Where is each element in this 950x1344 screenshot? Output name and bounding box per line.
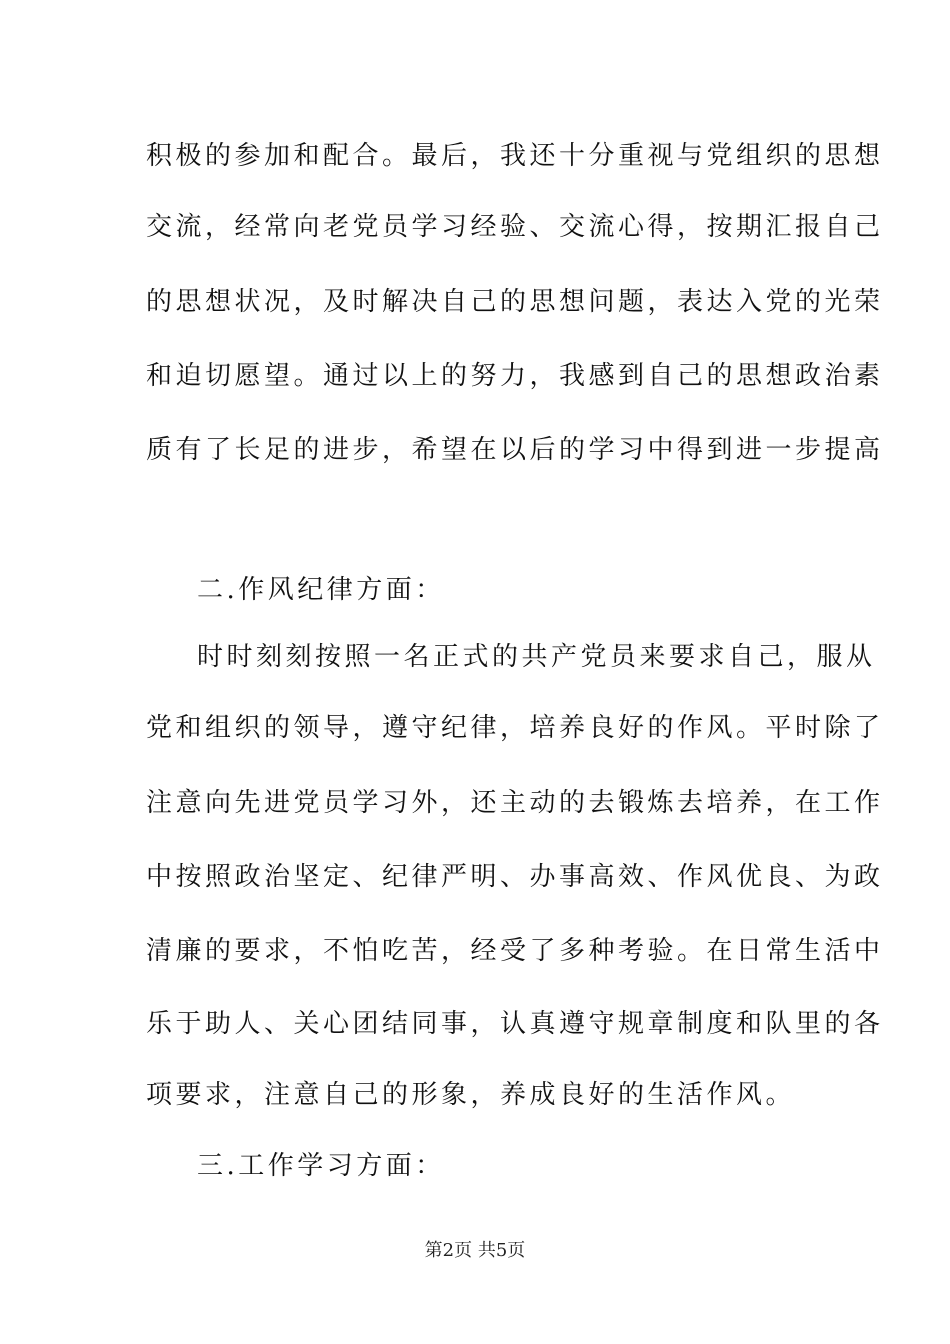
section-heading: 二.作风纪律方面： — [197, 575, 445, 605]
paragraph-line: 清廉的要求，不怕吃苦，经受了多种考验。在日常生活中 — [146, 936, 884, 966]
page-number: 第2页 共5页 — [424, 1240, 526, 1261]
paragraph-line: 和迫切愿望。通过以上的努力，我感到自己的思想政治素 — [146, 361, 884, 391]
paragraph-line: 注意向先进党员学习外，还主动的去锻炼去培养，在工作 — [146, 788, 884, 818]
paragraph-line: 积极的参加和配合。最后，我还十分重视与党组织的思想 — [146, 141, 884, 171]
paragraph-line: 质有了长足的进步，希望在以后的学习中得到进一步提高 — [146, 435, 884, 465]
paragraph-line: 交流，经常向老党员学习经验、交流心得，按期汇报自己 — [146, 212, 884, 242]
paragraph-line: 项要求，注意自己的形象，养成良好的生活作风。 — [146, 1080, 796, 1110]
paragraph-line: 的思想状况，及时解决自己的思想问题，表达入党的光荣 — [146, 287, 884, 317]
paragraph-line: 乐于助人、关心团结同事，认真遵守规章制度和队里的各 — [146, 1009, 884, 1039]
paragraph-line: 中按照政治坚定、纪律严明、办事高效、作风优良、为政 — [146, 862, 884, 892]
paragraph-line: 党和组织的领导，遵守纪律，培养良好的作风。平时除了 — [146, 713, 884, 743]
paragraph-line: 时时刻刻按照一名正式的共产党员来要求自己，服从 — [197, 642, 876, 672]
section-heading: 三.工作学习方面： — [197, 1151, 445, 1181]
